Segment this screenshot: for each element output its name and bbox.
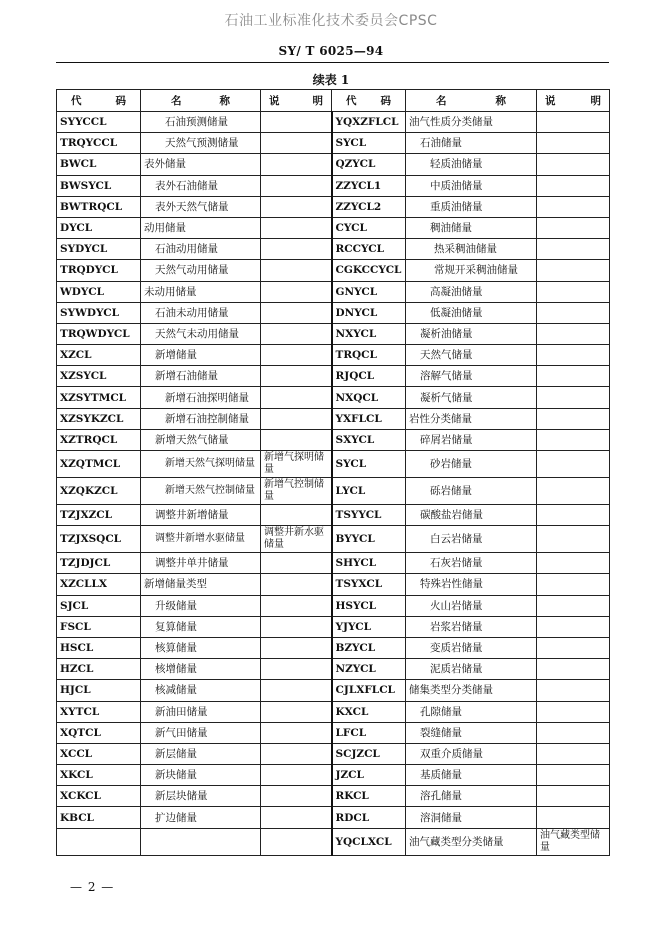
right-code-cell: RJQCL	[332, 366, 406, 387]
left-name-cell: 新增储量	[141, 345, 261, 366]
left-note-cell	[261, 112, 332, 133]
table-row	[57, 260, 610, 281]
left-name-cell: 复算储量	[141, 616, 261, 637]
table-row	[57, 175, 610, 196]
left-note-cell	[261, 616, 332, 637]
table-row	[57, 239, 610, 260]
left-code-cell: XZQTMCL	[57, 451, 141, 478]
right-code-cell: YQXZFLCL	[332, 112, 406, 133]
right-name-cell: 石油储量	[406, 133, 537, 154]
left-code-cell: WDYCL	[57, 281, 141, 302]
left-note-cell: 新增气控制储量	[261, 478, 332, 505]
right-note-cell	[537, 807, 610, 828]
right-code-cell: RDCL	[332, 807, 406, 828]
left-code-cell: BWCL	[57, 154, 141, 175]
right-note-cell	[537, 478, 610, 505]
left-note-cell	[261, 429, 332, 450]
right-name-cell: 热采稠油储量	[406, 239, 537, 260]
col-header-code-right: 代 码	[332, 90, 406, 112]
right-code-cell: YQCLXCL	[332, 828, 406, 855]
left-code-cell: XZCL	[57, 345, 141, 366]
left-name-cell: 核算储量	[141, 637, 261, 658]
right-note-cell	[537, 154, 610, 175]
left-note-cell	[261, 260, 332, 281]
table-row	[57, 574, 610, 595]
left-code-cell: TZJXSQCL	[57, 526, 141, 553]
right-code-cell: TSYYCL	[332, 505, 406, 526]
right-code-cell: BZYCL	[332, 637, 406, 658]
left-note-cell	[261, 659, 332, 680]
left-name-cell: 扩边储量	[141, 807, 261, 828]
left-note-cell	[261, 154, 332, 175]
left-note-cell	[261, 366, 332, 387]
right-name-cell: 岩性分类储量	[406, 408, 537, 429]
right-name-cell: 双重介质储量	[406, 743, 537, 764]
table-row	[57, 701, 610, 722]
left-code-cell: XZCLLX	[57, 574, 141, 595]
right-note-cell	[537, 196, 610, 217]
left-code-cell: TRQDYCL	[57, 260, 141, 281]
right-name-cell: 砂岩储量	[406, 451, 537, 478]
right-note-cell	[537, 786, 610, 807]
left-name-cell: 调整井新增水驱储量	[141, 526, 261, 553]
left-name-cell: 石油预测储量	[141, 112, 261, 133]
left-code-cell: XYTCL	[57, 701, 141, 722]
right-code-cell: SHYCL	[332, 553, 406, 574]
left-note-cell	[261, 637, 332, 658]
left-code-cell: TRQWDYCL	[57, 323, 141, 344]
right-code-cell: JZCL	[332, 765, 406, 786]
right-name-cell: 岩浆岩储量	[406, 616, 537, 637]
right-name-cell: 火山岩储量	[406, 595, 537, 616]
table-row	[57, 478, 610, 505]
left-code-cell: BWTRQCL	[57, 196, 141, 217]
table-row	[57, 112, 610, 133]
right-code-cell: SCJZCL	[332, 743, 406, 764]
table-row	[57, 387, 610, 408]
right-code-cell: YJYCL	[332, 616, 406, 637]
table-row	[57, 526, 610, 553]
right-code-cell: NZYCL	[332, 659, 406, 680]
left-name-cell: 新增天然气储量	[141, 429, 261, 450]
left-note-cell	[261, 345, 332, 366]
right-code-cell: ZZYCL2	[332, 196, 406, 217]
right-code-cell: LYCL	[332, 478, 406, 505]
table-row	[57, 345, 610, 366]
left-name-cell: 天然气预测储量	[141, 133, 261, 154]
table-row	[57, 217, 610, 238]
col-header-name-right: 名 称	[406, 90, 537, 112]
header-row	[57, 90, 610, 112]
right-code-cell: RKCL	[332, 786, 406, 807]
right-code-cell: KXCL	[332, 701, 406, 722]
table-title: 续表 1	[312, 73, 350, 87]
right-name-cell: 孔隙储量	[406, 701, 537, 722]
table-row	[57, 281, 610, 302]
left-note-cell	[261, 239, 332, 260]
table-row	[57, 807, 610, 828]
right-note-cell	[537, 637, 610, 658]
left-code-cell: XCCL	[57, 743, 141, 764]
table-row	[57, 616, 610, 637]
left-name-cell: 核减储量	[141, 680, 261, 701]
right-name-cell: 储集类型分类储量	[406, 680, 537, 701]
left-name-cell: 新增天然气控制储量	[141, 478, 261, 505]
right-note-cell	[537, 574, 610, 595]
left-note-cell	[261, 786, 332, 807]
right-note-cell	[537, 722, 610, 743]
right-note-cell	[537, 429, 610, 450]
left-code-cell: HSCL	[57, 637, 141, 658]
table-row	[57, 196, 610, 217]
left-code-cell: XZTRQCL	[57, 429, 141, 450]
table-row	[57, 722, 610, 743]
right-code-cell: SYCL	[332, 133, 406, 154]
col-header-name-left: 名 称	[141, 90, 261, 112]
right-name-cell: 溶解气储量	[406, 366, 537, 387]
table-row	[57, 595, 610, 616]
right-name-cell: 低凝油储量	[406, 302, 537, 323]
left-note-cell	[261, 595, 332, 616]
right-code-cell: GNYCL	[332, 281, 406, 302]
left-note-cell	[261, 505, 332, 526]
right-note-cell	[537, 743, 610, 764]
left-code-cell: KBCL	[57, 807, 141, 828]
table-row	[57, 553, 610, 574]
table-row	[57, 429, 610, 450]
left-note-cell	[261, 217, 332, 238]
right-note-cell	[537, 595, 610, 616]
left-name-cell: 新气田储量	[141, 722, 261, 743]
right-code-cell: CGKCCYCL	[332, 260, 406, 281]
left-name-cell: 新层块储量	[141, 786, 261, 807]
left-code-cell: TZJXZCL	[57, 505, 141, 526]
left-code-cell: TRQYCCL	[57, 133, 141, 154]
table-row	[57, 451, 610, 478]
right-note-cell	[537, 323, 610, 344]
left-note-cell: 调整井新水驱储量	[261, 526, 332, 553]
left-note-cell	[261, 574, 332, 595]
right-code-cell: ZZYCL1	[332, 175, 406, 196]
left-note-cell	[261, 807, 332, 828]
table-row	[57, 505, 610, 526]
left-note-cell	[261, 408, 332, 429]
empty-cell	[57, 828, 141, 855]
right-name-cell: 天然气储量	[406, 345, 537, 366]
table-row	[57, 765, 610, 786]
standard-number: SY/ T 6025—94	[278, 44, 384, 58]
right-name-cell: 高凝油储量	[406, 281, 537, 302]
left-name-cell: 天然气动用储量	[141, 260, 261, 281]
right-note-cell	[537, 112, 610, 133]
right-code-cell: DNYCL	[332, 302, 406, 323]
table-row	[57, 408, 610, 429]
col-header-code-left: 代 码	[57, 90, 141, 112]
right-note-cell	[537, 659, 610, 680]
left-name-cell: 新层储量	[141, 743, 261, 764]
left-name-cell: 石油动用储量	[141, 239, 261, 260]
left-code-cell: BWSYCL	[57, 175, 141, 196]
left-code-cell: HJCL	[57, 680, 141, 701]
right-name-cell: 砾岩储量	[406, 478, 537, 505]
left-name-cell: 新增储量类型	[141, 574, 261, 595]
left-note-cell	[261, 175, 332, 196]
right-name-cell: 石灰岩储量	[406, 553, 537, 574]
right-name-cell: 中质油储量	[406, 175, 537, 196]
left-name-cell: 新块储量	[141, 765, 261, 786]
left-name-cell: 调整井单井储量	[141, 553, 261, 574]
left-code-cell: XZQKZCL	[57, 478, 141, 505]
right-name-cell: 轻质油储量	[406, 154, 537, 175]
right-code-cell: RCCYCL	[332, 239, 406, 260]
right-note-cell	[537, 701, 610, 722]
left-name-cell: 动用储量	[141, 217, 261, 238]
right-code-cell: QZYCL	[332, 154, 406, 175]
right-code-cell: YXFLCL	[332, 408, 406, 429]
right-name-cell: 重质油储量	[406, 196, 537, 217]
left-note-cell	[261, 722, 332, 743]
right-note-cell	[537, 680, 610, 701]
left-note-cell	[261, 302, 332, 323]
table-row	[57, 133, 610, 154]
left-note-cell	[261, 323, 332, 344]
left-name-cell: 未动用储量	[141, 281, 261, 302]
right-name-cell: 溶洞储量	[406, 807, 537, 828]
table-row	[57, 154, 610, 175]
left-code-cell: SJCL	[57, 595, 141, 616]
left-note-cell	[261, 196, 332, 217]
table-row	[57, 743, 610, 764]
right-note-cell	[537, 526, 610, 553]
right-code-cell: NXYCL	[332, 323, 406, 344]
right-code-cell: SXYCL	[332, 429, 406, 450]
right-name-cell: 白云岩储量	[406, 526, 537, 553]
right-name-cell: 油气藏类型分类储量	[406, 828, 537, 855]
left-note-cell	[261, 765, 332, 786]
right-code-cell: SYCL	[332, 451, 406, 478]
left-name-cell: 新增石油探明储量	[141, 387, 261, 408]
right-code-cell: CYCL	[332, 217, 406, 238]
right-name-cell: 稠油储量	[406, 217, 537, 238]
table-row	[57, 366, 610, 387]
table-row	[57, 680, 610, 701]
table-row	[57, 786, 610, 807]
left-name-cell: 新增石油控制储量	[141, 408, 261, 429]
left-name-cell: 新油田储量	[141, 701, 261, 722]
right-name-cell: 凝析气储量	[406, 387, 537, 408]
right-name-cell: 油气性质分类储量	[406, 112, 537, 133]
left-name-cell: 表外天然气储量	[141, 196, 261, 217]
empty-cell	[261, 828, 332, 855]
right-name-cell: 常规开采稠油储量	[406, 260, 537, 281]
left-code-cell: XZSYTMCL	[57, 387, 141, 408]
right-note-cell	[537, 553, 610, 574]
table-row	[57, 323, 610, 344]
left-note-cell	[261, 701, 332, 722]
left-name-cell: 表外储量	[141, 154, 261, 175]
right-note-cell	[537, 387, 610, 408]
left-name-cell: 表外石油储量	[141, 175, 261, 196]
left-note-cell	[261, 387, 332, 408]
right-name-cell: 溶孔储量	[406, 786, 537, 807]
left-code-cell: TZJDJCL	[57, 553, 141, 574]
left-code-cell: XKCL	[57, 765, 141, 786]
right-code-cell: HSYCL	[332, 595, 406, 616]
left-code-cell: SYDYCL	[57, 239, 141, 260]
left-note-cell: 新增气探明储量	[261, 451, 332, 478]
right-note-cell	[537, 133, 610, 154]
right-name-cell: 基质储量	[406, 765, 537, 786]
left-name-cell: 调整井新增储量	[141, 505, 261, 526]
right-note-cell	[537, 451, 610, 478]
table-row	[57, 828, 610, 855]
col-header-note-left: 说 明	[261, 90, 332, 112]
left-code-cell: HZCL	[57, 659, 141, 680]
right-note-cell: 油气藏类型储量	[537, 828, 610, 855]
right-note-cell	[537, 765, 610, 786]
right-name-cell: 碎屑岩储量	[406, 429, 537, 450]
right-note-cell	[537, 302, 610, 323]
left-name-cell: 新增石油储量	[141, 366, 261, 387]
left-code-cell: XZSYKZCL	[57, 408, 141, 429]
table-row	[57, 302, 610, 323]
right-name-cell: 裂缝储量	[406, 722, 537, 743]
left-note-cell	[261, 553, 332, 574]
left-code-cell: FSCL	[57, 616, 141, 637]
right-code-cell: TSYXCL	[332, 574, 406, 595]
right-code-cell: CJLXFLCL	[332, 680, 406, 701]
left-note-cell	[261, 743, 332, 764]
left-code-cell: XQTCL	[57, 722, 141, 743]
left-note-cell	[261, 133, 332, 154]
col-header-note-right: 说 明	[537, 90, 610, 112]
table-row	[57, 659, 610, 680]
left-code-cell: DYCL	[57, 217, 141, 238]
left-name-cell: 新增天然气探明储量	[141, 451, 261, 478]
page-number: — 2 —	[70, 880, 115, 894]
left-code-cell: SYYCCL	[57, 112, 141, 133]
right-note-cell	[537, 239, 610, 260]
right-note-cell	[537, 408, 610, 429]
left-name-cell: 石油未动用储量	[141, 302, 261, 323]
right-name-cell: 特殊岩性储量	[406, 574, 537, 595]
left-name-cell: 天然气未动用储量	[141, 323, 261, 344]
right-name-cell: 凝析油储量	[406, 323, 537, 344]
table-row	[57, 637, 610, 658]
right-note-cell	[537, 505, 610, 526]
right-note-cell	[537, 260, 610, 281]
left-code-cell: SYWDYCL	[57, 302, 141, 323]
empty-cell	[141, 828, 261, 855]
right-code-cell: NXQCL	[332, 387, 406, 408]
right-code-cell: TRQCL	[332, 345, 406, 366]
watermark-text: 石油工业标准化技术委员会CPSC	[224, 13, 438, 29]
left-note-cell	[261, 680, 332, 701]
right-name-cell: 泥质岩储量	[406, 659, 537, 680]
right-code-cell: LFCL	[332, 722, 406, 743]
right-code-cell: BYYCL	[332, 526, 406, 553]
left-name-cell: 升级储量	[141, 595, 261, 616]
header-rule	[56, 62, 609, 63]
left-note-cell	[261, 281, 332, 302]
right-note-cell	[537, 616, 610, 637]
right-name-cell: 碳酸盐岩储量	[406, 505, 537, 526]
right-note-cell	[537, 217, 610, 238]
table-body	[57, 112, 610, 856]
right-name-cell: 变质岩储量	[406, 637, 537, 658]
left-name-cell: 核增储量	[141, 659, 261, 680]
right-note-cell	[537, 281, 610, 302]
right-note-cell	[537, 345, 610, 366]
left-code-cell: XZSYCL	[57, 366, 141, 387]
code-table	[56, 89, 610, 856]
right-note-cell	[537, 175, 610, 196]
left-code-cell: XCKCL	[57, 786, 141, 807]
right-note-cell	[537, 366, 610, 387]
